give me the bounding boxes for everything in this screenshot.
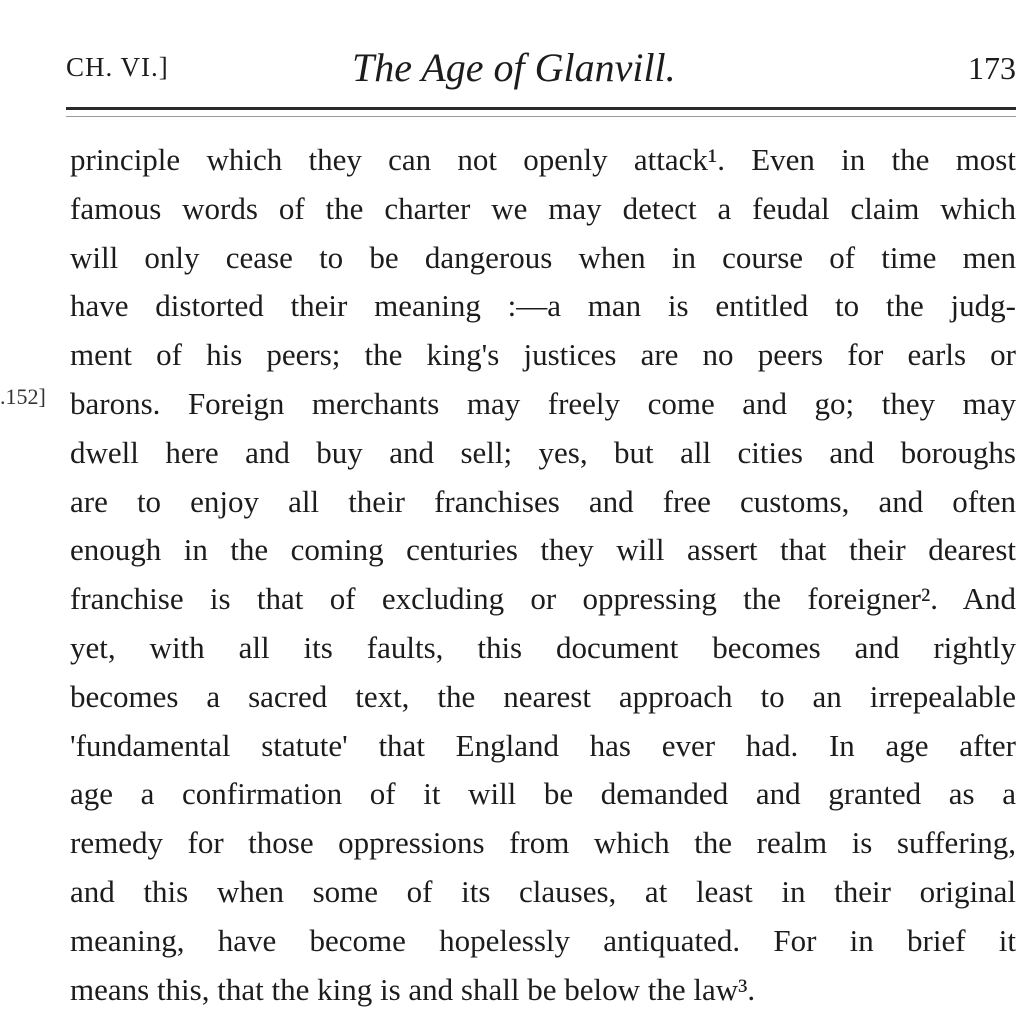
page-title: The Age of Glanvill. bbox=[352, 45, 676, 90]
text-line: famous words of the charter we may detect a feudal claim which bbox=[70, 190, 1016, 226]
text-line: ment of his peers; the king's justices are no peers for earls or bbox=[70, 337, 1016, 373]
text-line: dwell here and buy and sell; yes, but all cities and boroughs bbox=[70, 434, 1016, 470]
text-line: age a confirmation of it will be demanded and granted as a bbox=[70, 776, 1016, 812]
header-rule-faint bbox=[66, 116, 1016, 117]
text-line: and this when some of its clauses, at least in their original bbox=[70, 873, 1016, 909]
running-head bbox=[66, 44, 1016, 94]
text-line: enough in the coming centuries they will assert that their dearest bbox=[70, 532, 1016, 568]
text-line: becomes a sacred text, the nearest approach to an irrepealable bbox=[70, 678, 1016, 714]
text-line: are to enjoy all their franchises and free customs, and often bbox=[70, 483, 1016, 519]
text-line: yet, with all its faults, this document becomes and rightly bbox=[70, 629, 1016, 665]
header-rule bbox=[66, 107, 1016, 110]
text-line: meaning, have become hopelessly antiquated. For in brief it bbox=[70, 922, 1016, 958]
body-text bbox=[70, 136, 1016, 1014]
margin-page-reference: .152] bbox=[0, 384, 46, 409]
text-line: principle which they can not openly attack¹. Even in the most bbox=[70, 142, 1016, 177]
text-line: means this, that the king is and shall be below the law³. bbox=[70, 971, 756, 1007]
page-number: 173 bbox=[968, 50, 1016, 86]
text-line: remedy for those oppressions from which the realm is suffering, bbox=[70, 825, 1016, 861]
text-line: barons. Foreign merchants may freely come and go; they may bbox=[70, 385, 1016, 421]
text-line: franchise is that of excluding or oppressing the foreigner². And bbox=[70, 581, 1016, 617]
text-line: have distorted their meaning :—a man is entitled to the judg- bbox=[70, 288, 1016, 324]
text-line: will only cease to be dangerous when in course of time men bbox=[70, 239, 1016, 275]
chapter-label: CH. VI.] bbox=[66, 52, 169, 82]
text-line: 'fundamental statute' that England has ever had. In age after bbox=[70, 727, 1016, 763]
